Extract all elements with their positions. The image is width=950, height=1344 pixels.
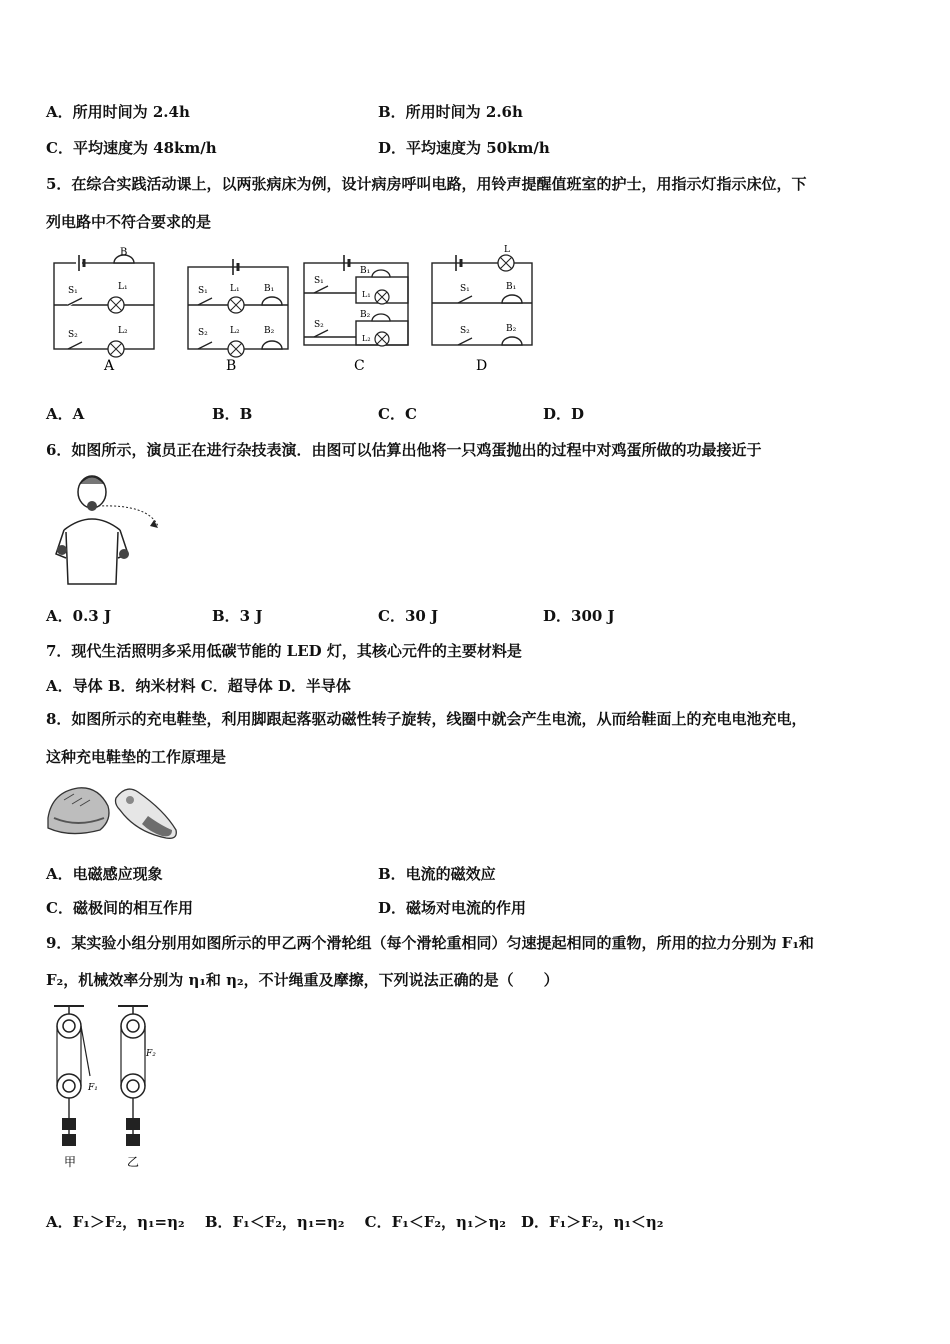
svg-text:L₁: L₁ <box>230 284 240 294</box>
svg-text:S₂: S₂ <box>198 328 208 338</box>
q9-stem-line1: 9．某实验小组分别用如图所示的甲乙两个滑轮组（每个滑轮重相同）匀速提起相同的重物，所用的拉力分别为 F₁和 <box>46 934 814 952</box>
pulley-figure <box>44 1000 174 1175</box>
q8-option-c: C．磁极间的相互作用 <box>46 899 193 917</box>
q5-circuit-figure <box>46 245 546 375</box>
q8-option-b: B．电流的磁效应 <box>378 865 496 883</box>
q4-option-d: D．平均速度为 50km/h <box>378 139 550 157</box>
q5-option-b: B．B <box>212 405 253 423</box>
q5-option-c: C．C <box>378 405 417 423</box>
juggler-figure <box>44 470 164 590</box>
svg-text:L₁: L₁ <box>362 290 371 299</box>
pulley-label-jia: 甲 <box>64 1155 77 1169</box>
q4-option-a: A．所用时间为 2.4h <box>46 103 190 121</box>
q7-options: A．导体 B．纳米材料 C．超导体 D．半导体 <box>46 677 351 695</box>
circuit-label-d: D <box>476 358 488 374</box>
q8-stem-line1: 8．如图所示的充电鞋垫，利用脚跟起落驱动磁性转子旋转，线圈中就会产生电流，从而给鞋面上的充电电池充电， <box>46 710 807 728</box>
svg-text:B₁: B₁ <box>264 284 275 294</box>
svg-text:L₂: L₂ <box>362 334 371 343</box>
svg-text:L₂: L₂ <box>230 326 240 336</box>
q6-option-b: B．3 J <box>212 607 263 625</box>
circuit-c <box>304 255 408 346</box>
circuit-b <box>188 259 288 357</box>
svg-text:B₂: B₂ <box>264 326 275 336</box>
q5-stem-line1: 5．在综合实践活动课上，以两张病床为例，设计病房呼叫电路，用铃声提醒值班室的护士，用指示灯指示床位，下 <box>46 175 807 193</box>
svg-text:S₂: S₂ <box>68 330 78 340</box>
svg-text:F₂: F₂ <box>146 1049 156 1059</box>
q6-option-c: C．30 J <box>378 607 439 625</box>
svg-text:S₁: S₁ <box>198 286 208 296</box>
q5-stem-line2: 列电路中不符合要求的是 <box>46 213 212 231</box>
svg-text:S₂: S₂ <box>314 320 324 330</box>
q7-stem: 7．现代生活照明多采用低碳节能的 LED 灯，其核心元件的主要材料是 <box>46 642 522 660</box>
q6-stem: 6．如图所示，演员正在进行杂技表演．由图可以估算出他将一只鸡蛋抛出的过程中对鸡蛋所做的功最接近于 <box>46 441 762 459</box>
q6-option-a: A．0.3 J <box>46 607 112 625</box>
svg-text:S₁: S₁ <box>68 286 78 296</box>
q9-stem-line2: F₂，机械效率分别为 η₁和 η₂，不计绳重及摩擦，下列说法正确的是（ ） <box>46 971 559 989</box>
circuit-label-a: A <box>104 358 115 374</box>
svg-text:B₂: B₂ <box>360 310 371 320</box>
q4-option-c: C．平均速度为 48km/h <box>46 139 217 157</box>
svg-text:L₂: L₂ <box>118 326 128 336</box>
svg-text:B₁: B₁ <box>506 282 517 292</box>
circuit-label-c: C <box>354 358 365 374</box>
q9-options: A．F₁＞F₂，η₁=η₂ B．F₁＜F₂，η₁=η₂ C．F₁＜F₂，η₁＞η₂ D．F₁＞F₂，η₁＜η₂ <box>46 1213 664 1231</box>
svg-text:F₁: F₁ <box>88 1083 98 1093</box>
svg-text:B₂: B₂ <box>506 324 517 334</box>
q8-option-d: D．磁场对电流的作用 <box>378 899 527 917</box>
svg-text:S₁: S₁ <box>460 284 470 294</box>
q4-option-b: B．所用时间为 2.6h <box>378 103 523 121</box>
q8-stem-line2: 这种充电鞋垫的工作原理是 <box>46 748 227 766</box>
circuit-d <box>432 245 532 345</box>
svg-text:S₂: S₂ <box>460 326 470 336</box>
q5-option-d: D．D <box>543 405 585 423</box>
q6-option-d: D．300 J <box>543 607 615 625</box>
circuit-a <box>54 247 154 357</box>
charging-insole-figure <box>44 778 180 842</box>
svg-text:L₁: L₁ <box>118 282 128 292</box>
svg-text:L: L <box>504 245 510 255</box>
q8-option-a: A．电磁感应现象 <box>46 865 163 883</box>
svg-text:B: B <box>120 247 128 258</box>
svg-text:S₁: S₁ <box>314 276 324 286</box>
svg-text:B₁: B₁ <box>360 266 371 276</box>
q5-option-a: A．A <box>46 405 85 423</box>
circuit-label-b: B <box>226 358 237 374</box>
pulley-label-yi: 乙 <box>127 1155 140 1169</box>
